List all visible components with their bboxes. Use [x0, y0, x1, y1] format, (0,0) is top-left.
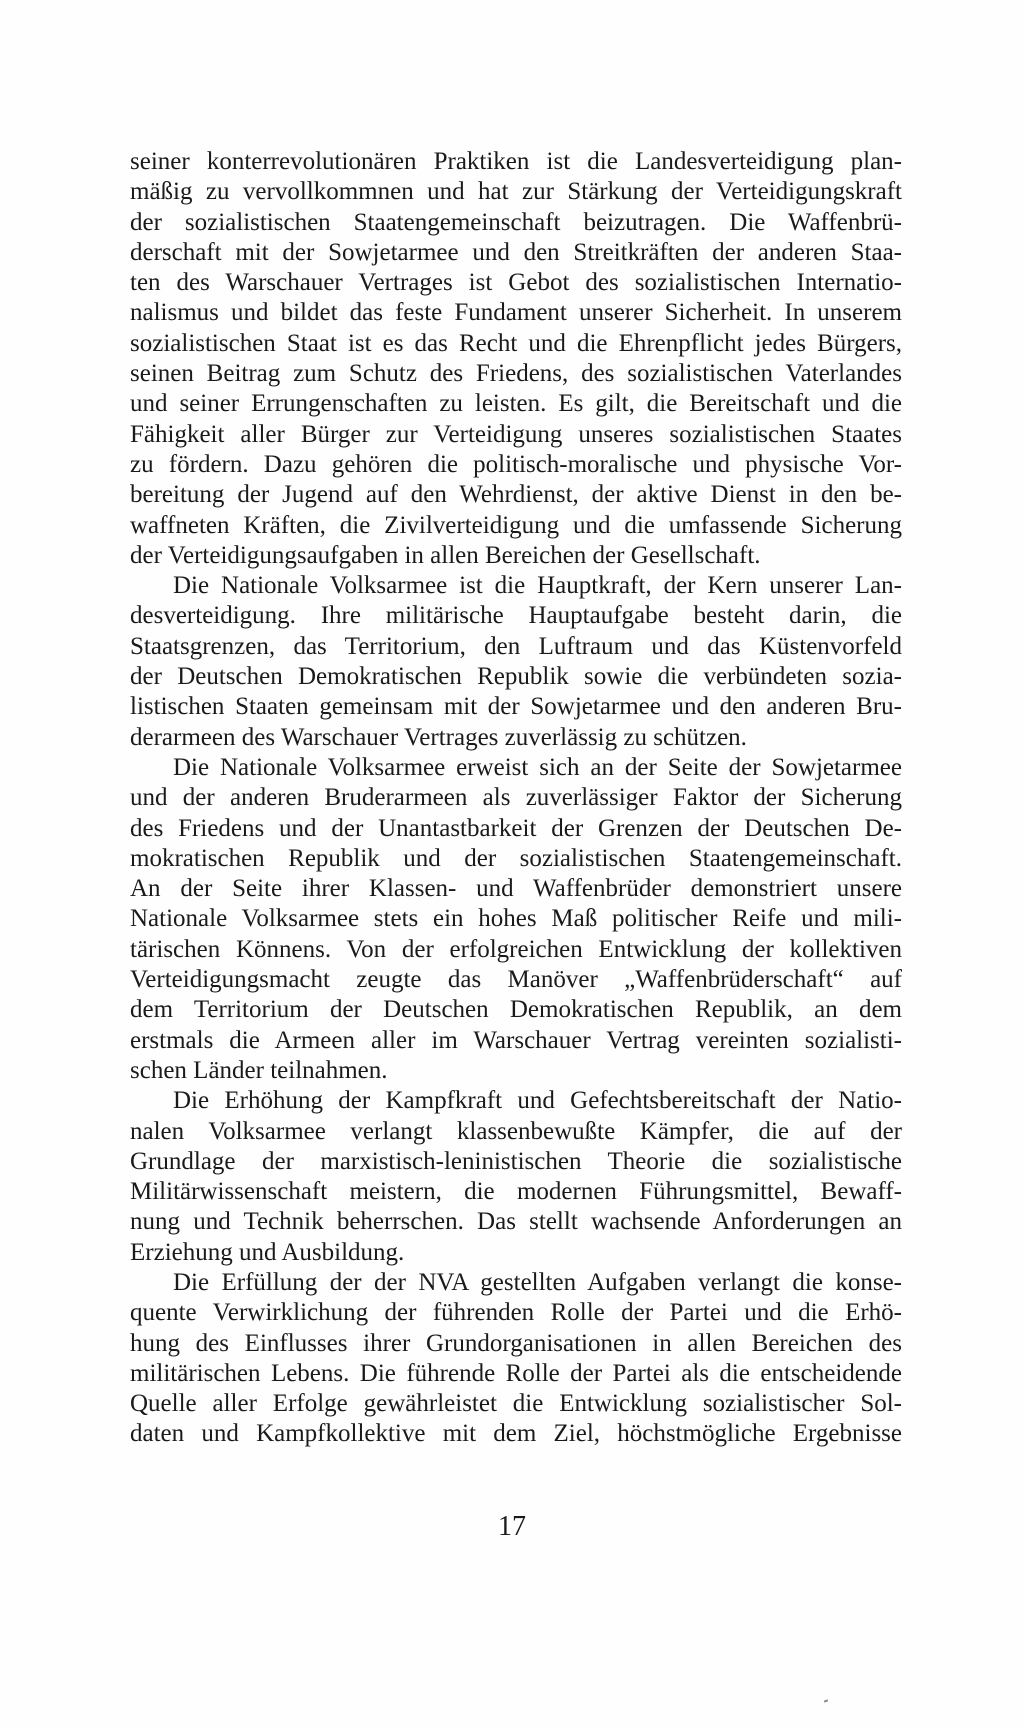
- text-line: Grundlage der marxistisch-leninistischen Theorie die sozialistische: [130, 1147, 902, 1175]
- text-line: Die Erfüllung der der NVA gestellten Aufgaben verlangt die konse-: [173, 1268, 902, 1296]
- text-line: mäßig zu vervollkommnen und hat zur Stärkung der Verteidigungskraft: [130, 178, 902, 206]
- text-line: quente Verwirklichung der führenden Rolle der Partei und die Erhö-: [130, 1299, 902, 1327]
- text-line: Verteidigungsmacht zeugte das Manöver „Waffenbrüderschaft“ auf: [130, 966, 902, 994]
- text-line: nalen Volksarmee verlangt klassenbewußte Kämpfer, die auf der: [130, 1117, 902, 1145]
- text-line: nalismus und bildet das feste Fundament unserer Sicherheit. In unserem: [130, 299, 902, 327]
- text-line: listischen Staaten gemeinsam mit der Sowjetarmee und den anderen Bru-: [130, 693, 902, 721]
- text-line: Staatsgrenzen, das Territorium, den Luftraum und das Küstenvorfeld: [130, 632, 902, 660]
- text-line: An der Seite ihrer Klassen- und Waffenbrüder demonstriert unsere: [130, 875, 902, 903]
- page-number: 17: [498, 1511, 526, 1542]
- text-line: dem Territorium der Deutschen Demokratischen Republik, an dem: [130, 996, 902, 1024]
- text-line: daten und Kampfkollektive mit dem Ziel, höchstmögliche Ergebnisse: [130, 1420, 902, 1448]
- text-line: bereitung der Jugend auf den Wehrdienst, der aktive Dienst in den be-: [130, 481, 902, 509]
- scan-speck: [824, 1699, 828, 1702]
- text-line: Die Nationale Volksarmee ist die Hauptkraft, der Kern unserer Lan-: [173, 572, 902, 600]
- text-line: seinen Beitrag zum Schutz des Friedens, des sozialistischen Vaterlandes: [130, 360, 902, 388]
- text-line: derschaft mit der Sowjetarmee und den Streitkräften der anderen Staa-: [130, 238, 902, 266]
- text-line: ten des Warschauer Vertrages ist Gebot des sozialistischen Internatio-: [130, 269, 902, 297]
- text-line: Erziehung und Ausbildung.: [130, 1238, 405, 1266]
- text-line: waffneten Kräften, die Zivilverteidigung und die umfassende Sicherung: [130, 511, 902, 539]
- text-line: Die Nationale Volksarmee erweist sich an der Seite der Sowjetarmee: [173, 753, 902, 781]
- text-line: nung und Technik beherrschen. Das stellt wachsende Anforderungen an: [130, 1208, 902, 1236]
- text-line: sozialistischen Staat ist es das Recht und die Ehrenpflicht jedes Bürgers,: [130, 329, 902, 357]
- text-line: Quelle aller Erfolge gewährleistet die Entwicklung sozialistischer Sol-: [130, 1390, 902, 1418]
- text-line: mokratischen Republik und der sozialistischen Staatengemeinschaft.: [130, 844, 902, 872]
- text-line: der sozialistischen Staatengemeinschaft beizutragen. Die Waffenbrü-: [130, 208, 902, 236]
- text-line: und der anderen Bruderarmeen als zuverlässiger Faktor der Sicherung: [130, 784, 902, 812]
- text-line: Militärwissenschaft meistern, die modernen Führungsmittel, Bewaff-: [130, 1178, 902, 1206]
- text-line: tärischen Könnens. Von der erfolgreichen Entwicklung der kollektiven: [130, 935, 902, 963]
- text-line: erstmals die Armeen aller im Warschauer Vertrag vereinten sozialisti-: [130, 1026, 902, 1054]
- body-text: [130, 147, 902, 1450]
- text-line: Die Erhöhung der Kampfkraft und Gefechtsbereitschaft der Natio-: [173, 1087, 902, 1115]
- text-line: schen Länder teilnahmen.: [130, 1056, 388, 1084]
- text-line: militärischen Lebens. Die führende Rolle der Partei als die entscheidende: [130, 1359, 902, 1387]
- text-line: hung des Einflusses ihrer Grundorganisationen in allen Bereichen des: [130, 1329, 902, 1357]
- text-line: der Verteidigungsaufgaben in allen Bereichen der Gesellschaft.: [130, 541, 761, 569]
- text-line: seiner konterrevolutionären Praktiken ist die Landesverteidigung plan-: [130, 148, 902, 175]
- text-line: Nationale Volksarmee stets ein hohes Maß politischer Reife und mili-: [130, 905, 902, 933]
- text-line: desverteidigung. Ihre militärische Hauptaufgabe besteht darin, die: [130, 602, 902, 630]
- text-line: und seiner Errungenschaften zu leisten. Es gilt, die Bereitschaft und die: [130, 390, 902, 418]
- text-line: zu fördern. Dazu gehören die politisch-moralische und physische Vor-: [130, 450, 902, 478]
- text-line: Fähigkeit aller Bürger zur Verteidigung unseres sozialistischen Staates: [130, 420, 902, 448]
- text-line: derarmeen des Warschauer Vertrages zuverlässig zu schützen.: [130, 723, 747, 751]
- text-line: der Deutschen Demokratischen Republik sowie die verbündeten sozia-: [130, 663, 902, 691]
- text-line: des Friedens und der Unantastbarkeit der Grenzen der Deutschen De-: [130, 814, 902, 842]
